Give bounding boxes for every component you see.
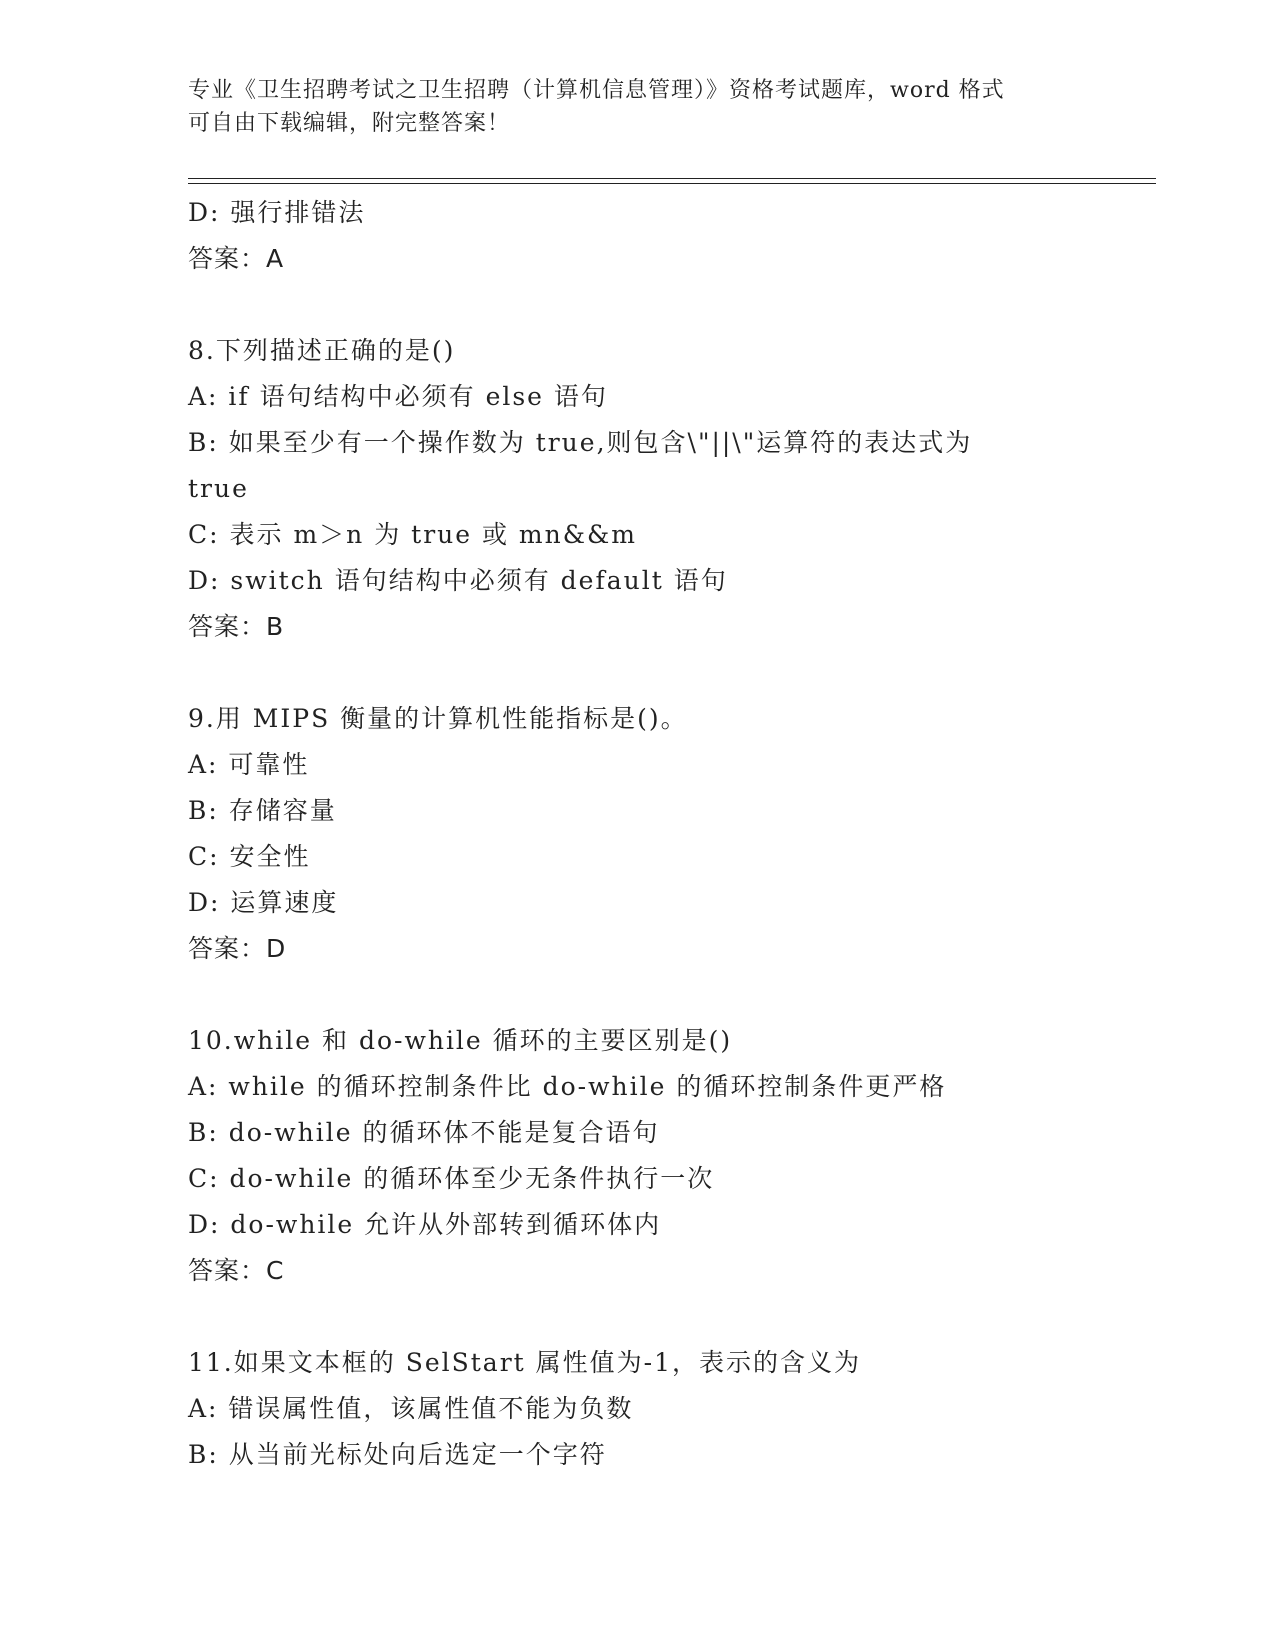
document-header	[188, 74, 1088, 140]
spacer	[188, 972, 1088, 1018]
option-d: D: do-while 允许从外部转到循环体内	[188, 1210, 662, 1239]
option-a: A: while 的循环控制条件比 do-while 的循环控制条件更严格	[188, 1072, 947, 1101]
question-8	[188, 328, 1088, 650]
question-10	[188, 1018, 1088, 1294]
answer: 答案：C	[188, 1256, 285, 1285]
option-b: B: do-while 的循环体不能是复合语句	[188, 1118, 660, 1147]
option-c: C: do-while 的循环体至少无条件执行一次	[188, 1164, 715, 1193]
header-divider-top	[188, 178, 1156, 179]
question-text: 11.如果文本框的 SelStart 属性值为-1，表示的含义为	[188, 1348, 861, 1377]
option-b-continued: true	[188, 474, 249, 503]
option-a: A: if 语句结构中必须有 else 语句	[188, 382, 608, 411]
answer: 答案：B	[188, 612, 285, 641]
question-text: 9.用 MIPS 衡量的计算机性能指标是()。	[188, 704, 688, 733]
question-text: 10.while 和 do-while 循环的主要区别是()	[188, 1026, 733, 1055]
option-b: B: 存储容量	[188, 796, 337, 825]
option-b: B: 从当前光标处向后选定一个字符	[188, 1440, 607, 1469]
answer-previous: 答案：A	[188, 244, 285, 273]
option-d: D: switch 语句结构中必须有 default 语句	[188, 566, 728, 595]
header-divider-bottom	[188, 183, 1156, 184]
option-d-previous: D: 强行排错法	[188, 198, 366, 227]
option-a: A: 错误属性值，该属性值不能为负数	[188, 1394, 634, 1423]
spacer	[188, 650, 1088, 696]
spacer	[188, 282, 1088, 328]
option-d: D: 运算速度	[188, 888, 339, 917]
question-11	[188, 1340, 1088, 1478]
option-c: C: 表示 m＞n 为 true 或 mn&&m	[188, 520, 637, 549]
option-a: A: 可靠性	[188, 750, 310, 779]
question-9	[188, 696, 1088, 972]
option-c: C: 安全性	[188, 842, 311, 871]
header-line-1: 专业《卫生招聘考试之卫生招聘（计算机信息管理）》资格考试题库，word 格式	[188, 78, 1005, 103]
spacer	[188, 1294, 1088, 1340]
header-line-2: 可自由下载编辑，附完整答案！	[188, 111, 511, 136]
question-text: 8.下列描述正确的是()	[188, 336, 456, 365]
answer: 答案：D	[188, 934, 287, 963]
question-list	[188, 190, 1088, 1478]
option-b: B: 如果至少有一个操作数为 true,则包含\"||\"运算符的表达式为	[188, 428, 973, 457]
